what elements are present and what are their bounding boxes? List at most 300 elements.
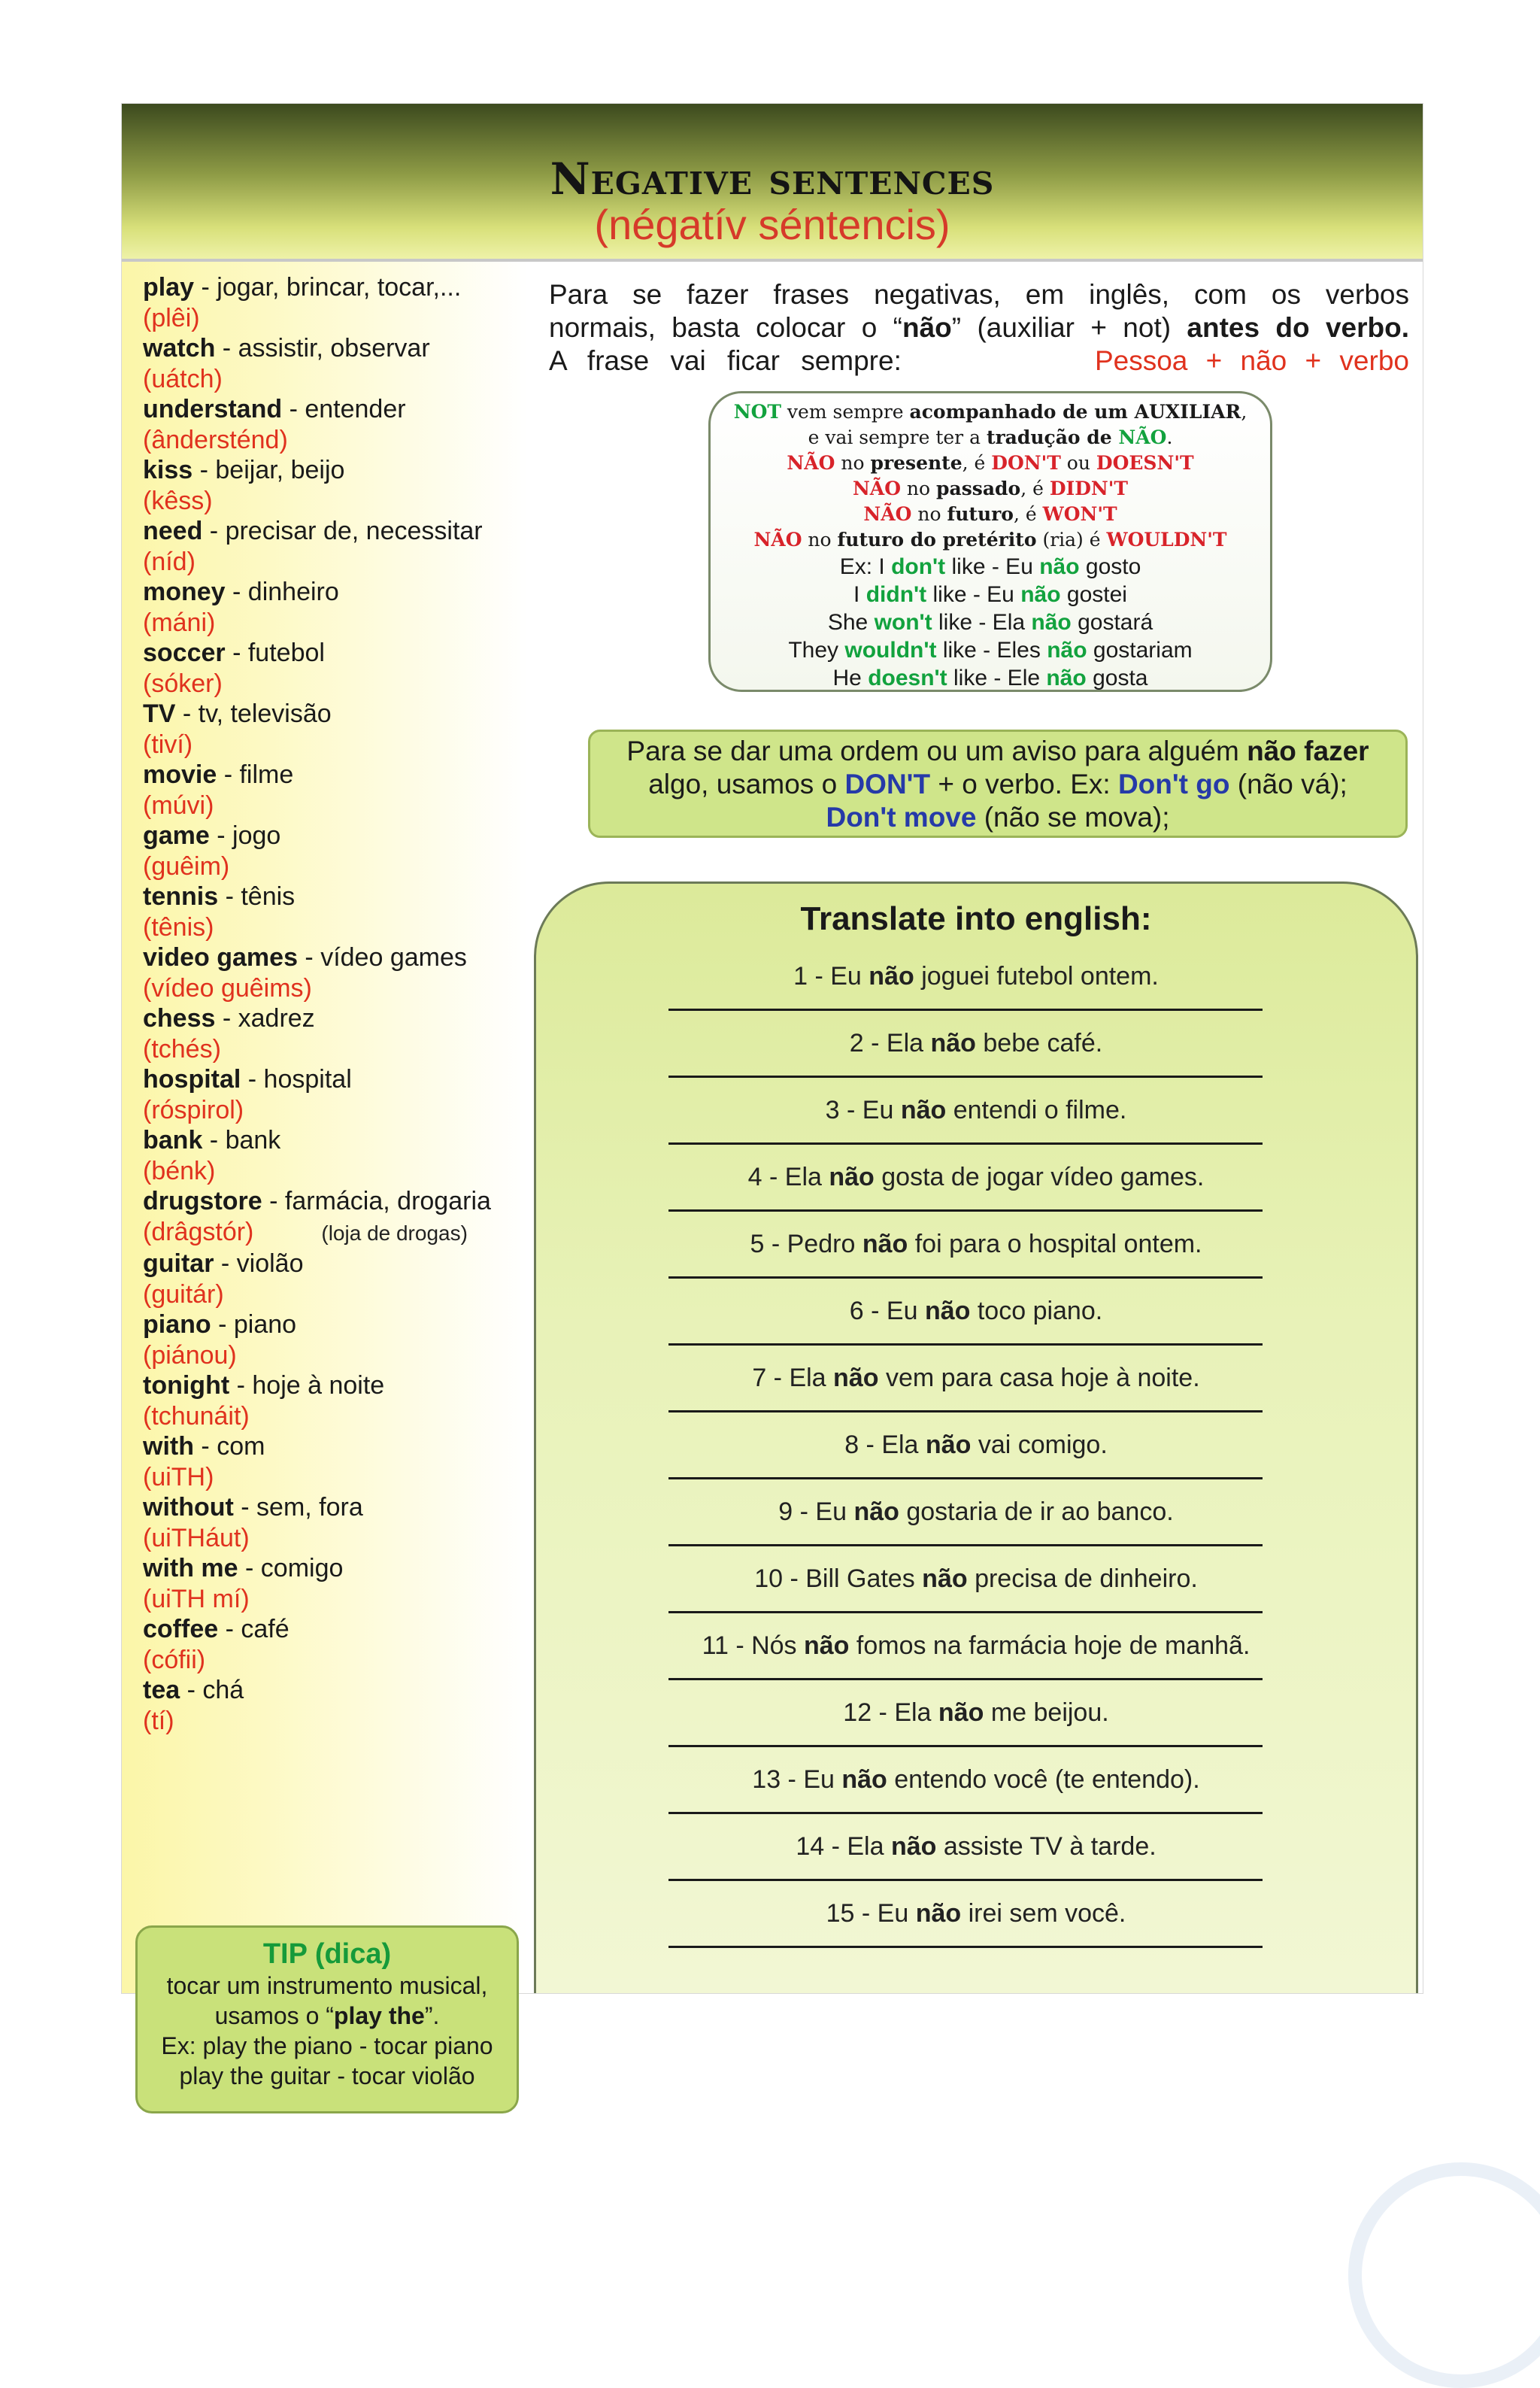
exercise-sentence (536, 1029, 1416, 1058)
pronunciation-text: (máni) (143, 608, 216, 637)
pronunciation-text: (sóker) (143, 669, 223, 698)
order-line (590, 735, 1405, 768)
vocab-meaning: - comigo (238, 1554, 344, 1582)
order-line (590, 801, 1405, 834)
pronunciation-text: (róspirol) (143, 1095, 244, 1124)
rule-text: , (1241, 401, 1247, 423)
vocab-pronunciation (143, 790, 534, 821)
vocab-word: soccer (143, 639, 226, 667)
rule-text: futuro do pretérito (837, 529, 1037, 551)
rule-text: tradução de (986, 426, 1119, 448)
order-box (588, 730, 1408, 838)
vocab-pronunciation (143, 1523, 534, 1554)
example-auxiliary: doesn't (868, 666, 947, 690)
exercise-sentence (536, 1364, 1416, 1393)
sentence-text: gostaria de ir ao banco. (899, 1497, 1174, 1526)
sentence-text: entendo você (te entendo). (887, 1765, 1200, 1794)
answer-line[interactable] (668, 1209, 1263, 1212)
sentence-text: 9 - Eu (778, 1497, 854, 1526)
example-text: like - Eu (926, 582, 1021, 607)
sentence-text: assiste TV à tarde. (936, 1832, 1157, 1861)
sentence-text: joguei futebol ontem. (914, 962, 1159, 991)
sentence-emphasis: não (841, 1765, 887, 1794)
vocab-meaning: - entender (282, 395, 406, 423)
vocab-entry (143, 1249, 534, 1279)
sentence-emphasis: não (922, 1564, 968, 1593)
rule-text: passado (936, 478, 1021, 499)
rule-keyword: NÃO (753, 529, 802, 551)
vocab-word: guitar (143, 1249, 214, 1278)
order-keyword: DON'T (844, 769, 931, 800)
sentence-text: foi para o hospital ontem. (908, 1230, 1202, 1258)
tip-line: tocar um instrumento musical, (166, 1972, 488, 1999)
intro-paragraph (549, 278, 1409, 378)
exercise-item (536, 1698, 1416, 1765)
sentence-text: 5 - Pedro (750, 1230, 862, 1258)
example-text: Ex: I (839, 554, 892, 579)
example-text: They (788, 638, 845, 663)
exercise-item (536, 1564, 1416, 1631)
sentence-emphasis: não (915, 1899, 962, 1928)
rule-line (711, 425, 1270, 451)
vocab-entry (143, 1614, 534, 1645)
example-line (711, 608, 1270, 636)
exercise-item (536, 1497, 1416, 1564)
rule-text: , é (1013, 503, 1043, 525)
example-auxiliary: won't (874, 610, 932, 635)
vocab-word: chess (143, 1004, 216, 1033)
sentence-text: vem para casa hoje à noite. (878, 1364, 1200, 1392)
exercise-sentence (536, 1832, 1416, 1862)
intro-line: Para se fazer frases negativas, em inglês, com os verbos (549, 279, 1409, 310)
exercise-sentence (536, 1564, 1416, 1594)
sentence-text: irei sem você. (961, 1899, 1126, 1928)
order-text: (não se mova); (976, 802, 1170, 833)
intro-text: normais, basta colocar o “ (549, 312, 902, 343)
answer-line[interactable] (668, 1142, 1263, 1145)
vocab-word: play (143, 273, 195, 302)
pronunciation-text: (uiTH mí) (143, 1584, 250, 1613)
sentence-emphasis: não (804, 1631, 850, 1660)
tip-text: usamos o “ (214, 2002, 334, 2029)
rule-text: (ria) (1036, 529, 1084, 551)
rule-text: ou (1060, 452, 1096, 474)
answer-line[interactable] (668, 1946, 1263, 1948)
rule-keyword: DIDN'T (1049, 478, 1129, 499)
pronunciation-text: (piánou) (143, 1340, 237, 1370)
rule-text: presente (870, 452, 962, 474)
example-text: I (853, 582, 866, 607)
rule-text: acompanhado de um AUXILIAR (909, 401, 1241, 423)
exercise-sentence (536, 1431, 1416, 1460)
vocab-entry (143, 638, 534, 669)
sentence-text: 8 - Ela (844, 1431, 926, 1459)
sentence-emphasis: não (853, 1497, 899, 1526)
rule-keyword: WOULDN'T (1106, 529, 1227, 551)
sentence-text: toco piano. (970, 1297, 1103, 1325)
pronunciation-text: (níd) (143, 547, 196, 576)
answer-line[interactable] (668, 1611, 1263, 1613)
tip-box (135, 1925, 519, 2113)
exercise-sentence (536, 1096, 1416, 1125)
vocab-pronunciation (143, 669, 534, 699)
vocab-entry (143, 1003, 534, 1034)
page-title: Negative sentences (550, 153, 995, 205)
rule-keyword: WON'T (1042, 503, 1117, 525)
example-text: like - Ele (947, 666, 1047, 690)
rule-text: futuro (947, 503, 1014, 525)
vocab-meaning: - piano (211, 1310, 297, 1339)
sentence-emphasis: não (900, 1096, 947, 1124)
vocab-entry (143, 821, 534, 851)
pronunciation-text: (uiTHáut) (143, 1523, 250, 1552)
vocab-word: with (143, 1432, 194, 1461)
sentence-text: 15 - Eu (826, 1899, 916, 1928)
vocab-pronunciation (143, 1340, 534, 1371)
vocab-pronunciation (143, 425, 534, 456)
rule-text: , é (962, 452, 992, 474)
vocab-meaning: - precisar de, necessitar (202, 517, 483, 545)
rule-text: no (900, 478, 937, 499)
rule-keyword: DON'T (991, 452, 1061, 474)
example-text: gostará (1071, 610, 1153, 635)
exercise-item (536, 1431, 1416, 1497)
rule-keyword: DOESN'T (1096, 452, 1194, 474)
sentence-text: 13 - Eu (752, 1765, 842, 1794)
example-nao: não (1047, 638, 1087, 663)
example-text: He (832, 666, 869, 690)
rule-line (711, 399, 1270, 425)
pronunciation-text: (bénk) (143, 1156, 216, 1185)
pronunciation-text: (kêss) (143, 486, 213, 515)
answer-line[interactable] (668, 1009, 1263, 1011)
exercise-item (536, 1899, 1416, 1966)
sentence-emphasis: não (890, 1832, 937, 1861)
exercise-item (536, 1230, 1416, 1297)
intro-line (549, 344, 1409, 378)
rule-line (711, 502, 1270, 527)
answer-line[interactable] (668, 1477, 1263, 1479)
vocab-meaning: - tênis (218, 882, 296, 911)
exercise-sentence (536, 1497, 1416, 1527)
example-text: like - Eu (945, 554, 1040, 579)
answer-line[interactable] (668, 1678, 1263, 1680)
rule-keyword: NÃO (863, 503, 912, 525)
vocab-entry (143, 1370, 534, 1401)
rule-text: é (1083, 529, 1107, 551)
vocab-meaning: - café (218, 1615, 290, 1643)
vocab-word: with me (143, 1554, 238, 1582)
sentence-text: 12 - Ela (843, 1698, 938, 1727)
vocab-word: tonight (143, 1371, 230, 1400)
exercise-item (536, 1029, 1416, 1096)
pronunciation-text: (cófii) (143, 1645, 206, 1674)
vocab-entry (143, 394, 534, 425)
sentence-text: vai comigo. (971, 1431, 1108, 1459)
order-line (590, 768, 1405, 801)
vocab-entry (143, 577, 534, 608)
vocab-entry (143, 1186, 534, 1217)
vocab-entry (143, 272, 534, 303)
intro-text: ” (auxiliar + not) (951, 312, 1187, 343)
vocab-pronunciation (143, 912, 534, 943)
rule-text: e vai sempre ter a (808, 426, 987, 448)
sentence-emphasis: não (862, 1230, 908, 1258)
sentence-text: 2 - Ela (849, 1029, 931, 1057)
vocab-pronunciation (143, 547, 534, 578)
example-text: gosto (1079, 554, 1141, 579)
vocab-meaning: - dinheiro (225, 578, 339, 606)
example-text: like - Eles (936, 638, 1047, 663)
rule-text: vem sempre (781, 401, 910, 423)
exercise-item (536, 1297, 1416, 1364)
pronunciation-text: (tchés) (143, 1034, 221, 1064)
order-text: algo, usamos o (648, 769, 845, 800)
worksheet (122, 104, 1423, 2089)
vocab-entry (143, 333, 534, 364)
tip-line: Ex: play the piano - tocar piano (161, 2032, 493, 2059)
vocab-meaning: - beijar, beijo (192, 456, 345, 484)
vocab-meaning: - farmácia, drogaria (262, 1187, 491, 1215)
rule-text: no (802, 529, 838, 551)
vocab-word: understand (143, 395, 283, 423)
exercise-item (536, 1765, 1416, 1832)
intro-line (549, 311, 1409, 344)
tip-emphasis: play the (333, 2002, 425, 2029)
rule-line (711, 527, 1270, 553)
example-text: gostei (1060, 582, 1127, 607)
vocab-entry (143, 1492, 534, 1523)
rule-text: , é (1020, 478, 1050, 499)
sentence-emphasis: não (829, 1163, 875, 1191)
rule-keyword: NOT (733, 401, 781, 423)
vocab-word: watch (143, 334, 216, 363)
vocab-pronunciation (143, 1584, 534, 1615)
vocab-word: hospital (143, 1065, 241, 1094)
exercise-sentence (536, 1163, 1416, 1192)
vocab-pronunciation (143, 1462, 534, 1493)
vocabulary-column (122, 262, 528, 2089)
vocab-pronunciation (143, 1217, 534, 1249)
exercise-item (536, 962, 1416, 1029)
vocab-word: kiss (143, 456, 193, 484)
answer-line[interactable] (668, 1879, 1263, 1881)
vocab-meaning: - violão (214, 1249, 304, 1278)
pronunciation-text: (plêi) (143, 303, 200, 332)
tip-title: TIP (dica) (262, 1938, 392, 1970)
pronunciation-text: (drâgstór) (143, 1217, 254, 1246)
example-nao: não (1039, 554, 1080, 579)
vocab-pronunciation (143, 1095, 534, 1126)
vocab-meaning: - hospital (241, 1065, 352, 1094)
vocab-meaning: - chá (180, 1676, 244, 1704)
answer-line[interactable] (668, 1276, 1263, 1279)
vocab-entry (143, 699, 534, 730)
sentence-emphasis: não (869, 962, 914, 991)
answer-line[interactable] (668, 1343, 1263, 1346)
vocab-word: tennis (143, 882, 219, 911)
vocab-word: money (143, 578, 226, 606)
sentence-text: precisa de dinheiro. (967, 1564, 1198, 1593)
example-text: She (827, 610, 875, 635)
sentence-text: bebe café. (975, 1029, 1103, 1057)
vocab-word: need (143, 517, 203, 545)
exercise-item (536, 1631, 1416, 1698)
pronunciation-text: (ândersténd) (143, 425, 288, 454)
vocab-word: bank (143, 1126, 203, 1155)
sentence-text: 10 - Bill Gates (754, 1564, 923, 1593)
vocab-pronunciation (143, 1279, 534, 1310)
vocab-entry (143, 942, 534, 973)
order-text: (não vá); (1229, 769, 1348, 800)
vocab-pronunciation (143, 364, 534, 395)
rule-line (711, 451, 1270, 476)
vocab-pronunciation (143, 851, 534, 882)
watermark-logo (1348, 2162, 1540, 2388)
sentence-text: gosta de jogar vídeo games. (874, 1163, 1205, 1191)
pronunciation-text: (múvi) (143, 790, 214, 820)
sentence-emphasis: não (833, 1364, 879, 1392)
example-text: like - Ela (932, 610, 1032, 635)
rule-keyword: NÃO (1118, 426, 1167, 448)
pronunciation-text: (uiTH) (143, 1462, 214, 1491)
answer-line[interactable] (668, 1812, 1263, 1814)
vocab-word: without (143, 1493, 234, 1522)
answer-line[interactable] (668, 1745, 1263, 1747)
vocab-word: drugstore (143, 1187, 262, 1215)
example-nao: não (1031, 610, 1072, 635)
answer-line[interactable] (668, 1076, 1263, 1078)
page-subtitle: (négatív séntencis) (594, 201, 950, 248)
rule-text: no (835, 452, 871, 474)
vocab-entry (143, 1125, 534, 1156)
vocab-entry (143, 455, 534, 486)
order-text: Para se dar uma ordem ou um aviso para alguém (626, 736, 1247, 766)
pronunciation-text: (tênis) (143, 912, 214, 942)
pronunciation-text: (vídeo guêims) (143, 973, 312, 1003)
exercise-list (536, 962, 1416, 1966)
exercise-sentence (536, 962, 1416, 991)
sentence-text: 1 - Eu (793, 962, 869, 991)
pronunciation-text: (tí) (143, 1706, 174, 1735)
vocab-pronunciation (143, 973, 534, 1004)
vocab-pronunciation (143, 1645, 534, 1676)
rule-keyword: NÃO (787, 452, 835, 474)
vocab-pronunciation (143, 1401, 534, 1432)
example-text: gostariam (1087, 638, 1193, 663)
vocab-word: game (143, 821, 210, 850)
vocab-meaning: - com (193, 1432, 265, 1461)
example-line (711, 636, 1270, 664)
exercise-item (536, 1163, 1416, 1230)
order-text: + o verbo. Ex: (930, 769, 1118, 800)
sentence-text: 4 - Ela (747, 1163, 829, 1191)
sentence-text: 6 - Eu (849, 1297, 925, 1325)
example-auxiliary: wouldn't (844, 638, 937, 663)
pronunciation-text: (uátch) (143, 364, 223, 393)
vocab-word: video games (143, 943, 298, 972)
sentence-text: 3 - Eu (825, 1096, 901, 1124)
order-keyword: Don't move (826, 802, 977, 833)
rule-line (711, 476, 1270, 502)
exercise-sentence (536, 1698, 1416, 1728)
exercise-sentence (536, 1230, 1416, 1259)
sentence-emphasis: não (925, 1431, 972, 1459)
example-nao: não (1020, 582, 1061, 607)
vocab-meaning: - bank (202, 1126, 281, 1155)
answer-line[interactable] (668, 1544, 1263, 1546)
sentence-emphasis: não (938, 1698, 984, 1727)
example-text: gosta (1086, 666, 1148, 690)
tip-text: ”. (424, 2002, 440, 2029)
example-line (711, 664, 1270, 692)
vocab-pronunciation (143, 608, 534, 639)
header-banner (122, 104, 1423, 259)
vocab-pronunciation (143, 1706, 534, 1737)
vocab-note: (loja de drogas) (321, 1221, 468, 1245)
exercise-item (536, 1364, 1416, 1431)
sentence-emphasis: não (930, 1029, 976, 1057)
vocab-pronunciation (143, 1034, 534, 1065)
intro-emphasis: antes do verbo. (1187, 312, 1410, 343)
sentence-text: 14 - Ela (796, 1832, 891, 1861)
vocab-meaning: - hoje à noite (229, 1371, 385, 1400)
sentence-text: 11 - Nós (702, 1631, 804, 1660)
vocab-entry (143, 516, 534, 547)
vocab-entry (143, 1675, 534, 1706)
intro-formula: Pessoa + não + verbo (1094, 345, 1409, 376)
vocab-pronunciation (143, 730, 534, 760)
vocab-entry (143, 1309, 534, 1340)
vocab-meaning: - jogar, brincar, tocar,... (194, 273, 462, 302)
vocab-word: TV (143, 699, 176, 728)
sentence-text: me beijou. (984, 1698, 1109, 1727)
not-rule-box (708, 391, 1272, 692)
order-emphasis: não fazer (1247, 736, 1369, 766)
vocab-word: movie (143, 760, 217, 789)
rule-text: no (911, 503, 947, 525)
vocab-entry (143, 881, 534, 912)
vocab-meaning: - assistir, observar (215, 334, 430, 363)
exercise-title: Translate into english: (800, 900, 1152, 937)
example-line (711, 553, 1270, 581)
vocab-word: tea (143, 1676, 180, 1704)
example-auxiliary: don't (891, 554, 946, 579)
vocab-meaning: - tv, televisão (175, 699, 332, 728)
vocab-entry (143, 1431, 534, 1462)
vocab-word: coffee (143, 1615, 219, 1643)
intro-emphasis: não (902, 312, 952, 343)
vocab-entry (143, 1553, 534, 1584)
sentence-emphasis: não (924, 1297, 971, 1325)
answer-line[interactable] (668, 1410, 1263, 1412)
vocab-pronunciation (143, 303, 534, 334)
example-auxiliary: didn't (865, 582, 927, 607)
sentence-text: fomos na farmácia hoje de manhã. (849, 1631, 1250, 1660)
rule-text: . (1166, 426, 1173, 448)
vocab-pronunciation (143, 486, 534, 517)
intro-text: A frase vai ficar sempre: (549, 345, 902, 376)
tip-line: play the guitar - tocar violão (179, 2062, 475, 2089)
example-nao: não (1046, 666, 1087, 690)
vocab-meaning: - filme (217, 760, 294, 789)
translate-exercise (534, 881, 1418, 1993)
pronunciation-text: (tchunáit) (143, 1401, 250, 1431)
vocab-entry (143, 1064, 534, 1095)
tip-line (138, 2001, 517, 2031)
order-keyword: Don't go (1117, 769, 1230, 800)
exercise-item (536, 1832, 1416, 1899)
